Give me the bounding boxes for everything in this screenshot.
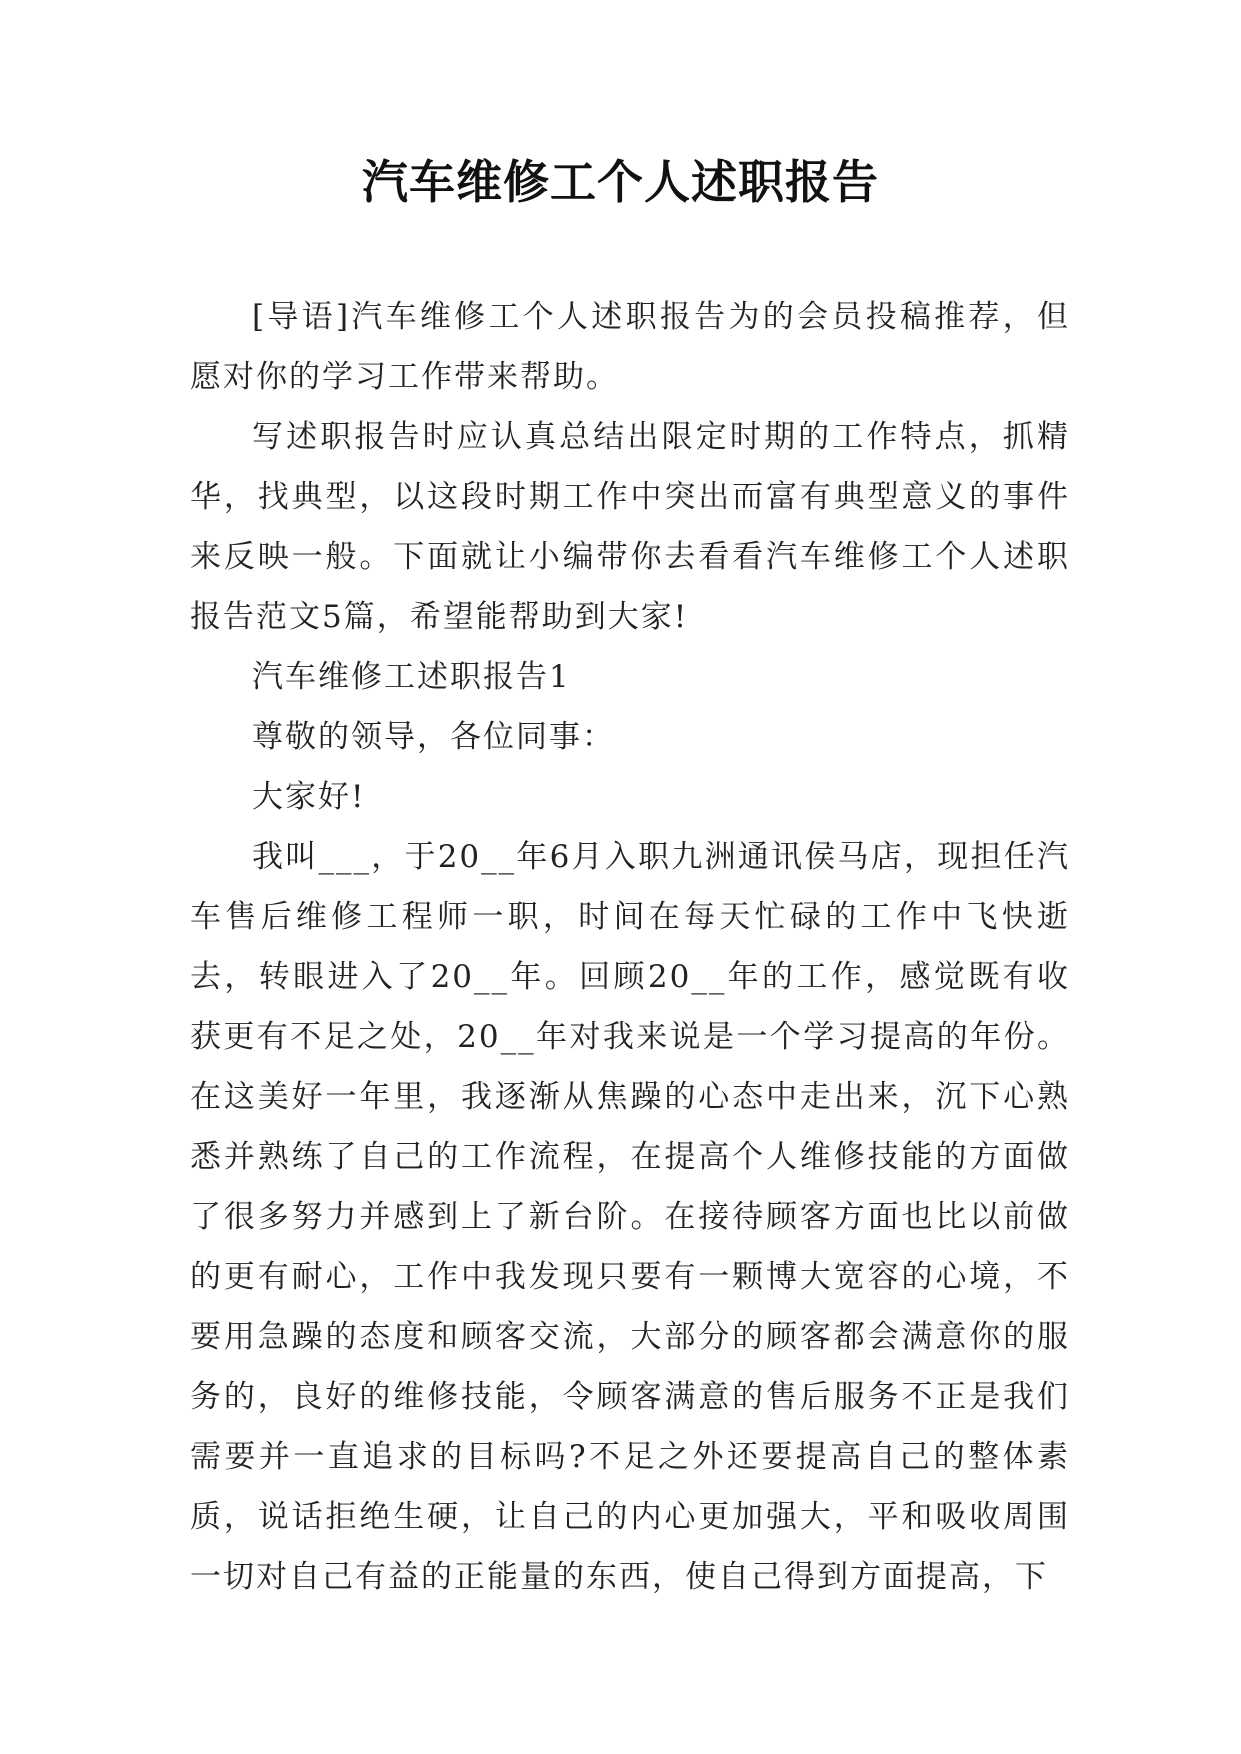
document-body bbox=[190, 287, 1070, 1607]
section-heading: 汽车维修工述职报告1 bbox=[252, 659, 571, 695]
paragraph-guide: 写述职报告时应认真总结出限定时期的工作特点，抓精华，找典型，以这段时期工作中突出而富有典型意义的事件来反映一般。下面就让小编带你去看看汽车维修工个人述职报告范文5篇，希望能帮助到大家! bbox=[190, 419, 1070, 635]
salutation: 尊敬的领导，各位同事： bbox=[252, 719, 615, 755]
document-title: 汽车维修工个人述职报告 bbox=[362, 155, 879, 209]
greeting: 大家好! bbox=[252, 779, 366, 815]
paragraph-intro: [导语]汽车维修工个人述职报告为的会员投稿推荐，但愿对你的学习工作带来帮助。 bbox=[190, 299, 1070, 395]
paragraph-body: 我叫___，于20__年6月入职九洲通讯侯马店，现担任汽车售后维修工程师一职，时间在每天忙碌的工作中飞快逝去，转眼进入了20__年。回顾20__年的工作，感觉既有收获更有不足之处，20__年对我来说是一个学习提高的年份。在这美好一年里，我逐渐从焦躁的心态中走出来，沉下心熟悉并熟练了自己的工作流程，在提高个人维修技能的方面做了很多努力并感到上了新台阶。在接待顾客方面也比以前做的更有耐心，工作中我发现只要有一颗博大宽容的心境，不要用急躁的态度和顾客交流，大部分的顾客都会满意你的服务的，良好的维修技能，令顾客满意的售后服务不正是我们需要并一直追求的目标吗?不足之外还要提高自己的整体素质，说话拒绝生硬，让自己的内心更加强大，平和吸收周围一切对自己有益的正能量的东西，使自己得到方面提高，下 bbox=[190, 839, 1070, 1595]
